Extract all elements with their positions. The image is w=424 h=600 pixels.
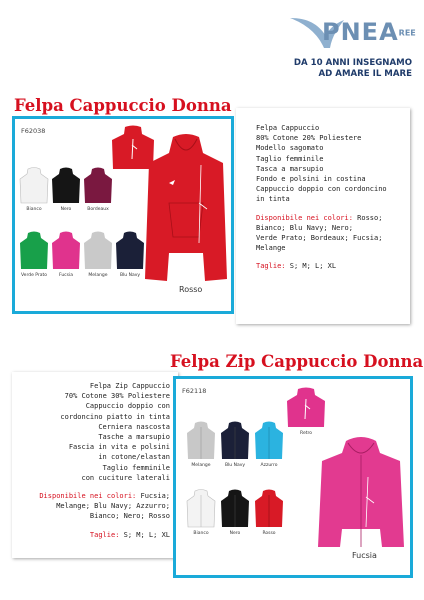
zip-hoodie-thumb-bianco: [186, 489, 216, 529]
hoodie-thumb-nero: [51, 167, 81, 205]
hoodie-thumb-blu-navy: [115, 231, 145, 271]
product2-code: F62118: [182, 387, 207, 395]
zip-hoodie-main-fucsia: [316, 437, 406, 549]
logo-tagline-2: AD AMARE IL MARE: [318, 69, 412, 79]
logo-subtitle: REE: [398, 28, 416, 38]
description-line: Felpa Zip Cappuccio: [89, 382, 170, 390]
description-line: 80% Cotone 20% Poliestere: [256, 134, 362, 143]
thumb-label-bordeaux: Bordeaux: [87, 207, 109, 212]
colors-label: Disponibile nei colori:: [39, 492, 137, 501]
thumb-label-rosso: Rosso: [262, 531, 276, 536]
colors-value: Rosso;: [352, 213, 383, 222]
zip-hoodie-thumb-azzurro: [254, 421, 284, 461]
description-line: Fascia in vita e polsini: [68, 443, 170, 452]
sizes-label: Taglie:: [89, 530, 120, 539]
sizes-label: Taglie:: [256, 262, 286, 271]
product1-image-frame: [12, 116, 234, 314]
hoodie-thumb-verde: [19, 231, 49, 271]
description-line: Cappuccio doppio con cordoncino: [256, 185, 387, 194]
thumb-label-melange: Melange: [88, 273, 108, 278]
thumb-label-azzurro: Azzurro: [260, 463, 278, 468]
colors-value: Verde Prato; Bordeaux; Fucsia;: [256, 234, 383, 243]
colors-value: Fucsia;: [136, 492, 170, 501]
description-line: Cerniera nascosta: [98, 422, 170, 431]
zip-hoodie-thumb-nero: [220, 489, 250, 529]
product2-main-color-label: Fucsia: [352, 551, 377, 560]
description-line: Tasca a marsupio: [256, 164, 324, 173]
zip-hoodie-thumb-rosso: [254, 489, 284, 529]
description-line: Fondo e polsini in costina: [256, 175, 366, 184]
colors-value: Melange: [256, 244, 286, 253]
thumb-label-nero: Nero: [60, 207, 72, 212]
colors-value: Bianco; Nero; Rosso: [89, 512, 170, 521]
hoodie-thumb-melange: [83, 231, 113, 271]
zip-hoodie-thumb-melange: [186, 421, 216, 461]
description-line: 70% Cotone 30% Poliestere: [64, 392, 170, 401]
logo-title: PNEA: [322, 18, 399, 46]
description-line: cordoncino piatto in tinta: [60, 412, 170, 421]
product1-heading: Felpa Cappuccio Donna: [14, 96, 232, 115]
product2-heading: Felpa Zip Cappuccio Donna: [170, 352, 424, 371]
product1-description: [236, 108, 410, 324]
description-line: in cotone/elastan: [98, 453, 170, 462]
product1-main-color-label: Rosso: [179, 285, 203, 294]
zip-hoodie-back-view: [286, 387, 326, 429]
hoodie-thumb-bordeaux: [83, 167, 113, 205]
sizes-value: S; M; L; XL: [119, 530, 170, 539]
description-line: con cuciture laterali: [81, 473, 170, 482]
thumb-label-blu-navy: Blu Navy: [119, 273, 141, 278]
colors-value: Bianco; Blu Navy; Nero;: [256, 223, 353, 232]
description-line: in tinta: [256, 195, 290, 204]
thumb-label-bianco: Bianco: [26, 207, 42, 212]
description-line: Modello sagomato: [256, 144, 324, 153]
brand-logo: [288, 14, 416, 92]
colors-value: Melange; Blu Navy; Azzurro;: [56, 502, 170, 511]
thumb-label-nero: Nero: [229, 531, 241, 536]
thumb-label-blu-navy: Blu Navy: [224, 463, 246, 468]
logo-tagline-1: DA 10 ANNI INSEGNAMO: [293, 58, 412, 68]
sizes-value: S; M; L; XL: [285, 262, 337, 271]
description-line: Tasche a marsupio: [98, 433, 170, 442]
description-line: Taglio femminile: [102, 463, 170, 472]
description-line: Felpa Cappuccio: [256, 124, 320, 132]
thumb-label-fucsia: Fucsia: [58, 273, 74, 278]
colors-label: Disponibile nei colori:: [256, 213, 353, 222]
hoodie-main-rosso: [143, 133, 229, 283]
hoodie-thumb-bianco: [19, 167, 49, 205]
thumb-label-bianco: Bianco: [193, 531, 209, 536]
thumb-label-melange: Melange: [191, 463, 211, 468]
hoodie-thumb-fucsia: [51, 231, 81, 271]
product2-description: [12, 372, 178, 558]
back-view-label: Retro: [300, 431, 312, 436]
zip-hoodie-thumb-blu-navy: [220, 421, 250, 461]
product1-code: F62038: [21, 127, 46, 135]
description-line: Cappuccio doppio con: [85, 402, 170, 411]
product2-image-frame: [173, 376, 413, 578]
thumb-label-verde: Verde Prato: [20, 273, 48, 278]
description-line: Taglio femminile: [256, 154, 324, 163]
